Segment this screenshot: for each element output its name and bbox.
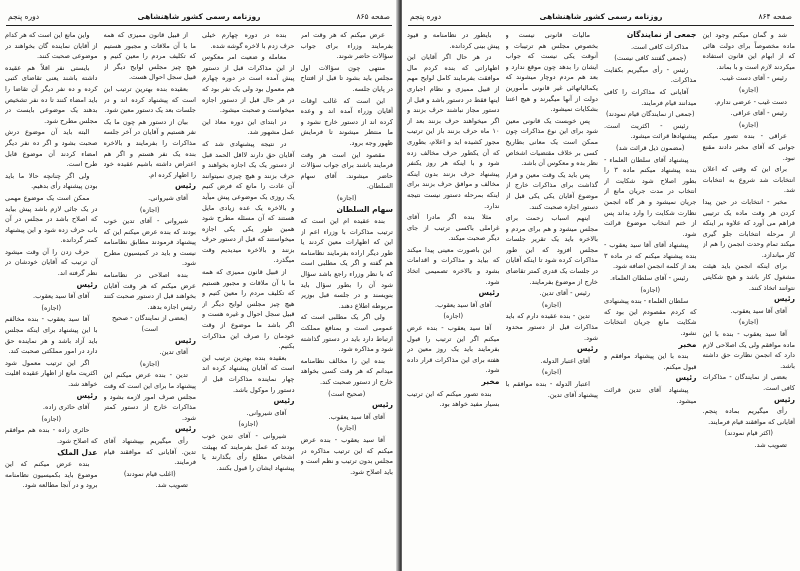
period-label: دوره پنجم [410,12,442,21]
paragraph: ولی اگر چنانچه حالا ما باید بودن پیشنهاد رأی بدهیم. [5,171,98,191]
parenthetical-note: (اجازه) [336,424,357,433]
paragraph: در ابتدای این دوره معاذ این عمل مشهور شد. [202,117,295,137]
parenthetical-note: (اجازه) [41,303,62,312]
paragraph: بنده عقیده ام این است که ترتیب مذاکرات با وزراء اعم از این که اظهارات معین کردند یا طور دیگر اراده بفرمایند نظامنامه هم گفته و اگر یک مطلبی است که با نظر وزراء راجع باشد سؤال شود آن را بطور سؤال باید بنویسند و در جلسه قبل بوزیر مربوطه اطلاع دهند. [300,217,393,310]
speaker-heading: جمعی از نمایندگان [626,30,697,39]
parenthetical-note: (صحیح است) [328,389,366,398]
text-column [5,30,98,567]
parenthetical-note: (اجازه) [238,420,259,429]
parenthetical-note: (جمعی از نمایندگان قیام نمودند) [605,110,695,119]
page-number: صفحه ۸۶۵ [356,12,390,21]
parenthetical-note: (اجازه) [541,368,562,377]
paragraph: آقا سید یعقوب - بنده عرض میکنم که این ترتیب مذاکره در مجلس بدون ترتیب و نظم است و باید اصلاح شود. [300,435,393,476]
parenthetical-note: (اجازه) [738,318,759,327]
paragraph: پیشنهاد آقای تدین قرائت میشود. [604,386,697,405]
left-page [0,0,398,571]
text-column [506,30,599,567]
text-column [104,30,197,567]
paragraph: مالیات قانونی نیست و بخصوص مجلس هم ترتیبات و آنوقت یکی نیست که جواب ایشان را بدهد چون موقع ندارد و بعد هم مردم دوچار میشوند که یکمالیاتهائی غیر قانونی مأمورین دولت از آنها میگیرند و هیچ اعتنا بشکایات نمیشود. [505,31,598,114]
newspaper-title: روزنامه رسمی کشور شاهنشاهی [137,12,261,21]
paragraph: رئیس - آقای عراقی. [730,109,787,118]
parenthetical-note: (مضمون ذیل قرائت شد) [616,143,685,152]
paragraph: اگر این ترتیب معمول شود اکثریت مانع از اظهار عقیده اقلیت خواهد شد. [5,358,98,388]
paragraph: آقا سید یعقوب - بنده با این ماده موافقم ولی یک اصلاحی لازم دارد که انجمن نظارت حق داشته باشد. [702,330,795,370]
paragraph: برای این که وقتی که اعلان انتخابات شد شروع به انتخابات شد. [702,165,795,195]
speaker-heading: رئیس [576,344,598,354]
paragraph: شیروانی - آقای تدین خوب بودند که بنده عرض میکنم این که پیشنهاد فرمودند مطابق نظامنامه نیست و باید در کمیسیون مطرح شود. [103,217,196,268]
paragraph: تدین - بنده عقیده دارم که باید مذاکرات قبل از دستور محدود شود. [505,312,598,342]
paragraph: بعضی از نمایندگان - مذاکرات کافی است. [702,373,795,392]
parenthetical-note: (اکثر قیام نمودند) [724,429,773,438]
paragraph: در نتیجه پیشنهادی شد که آقایان حق دارند لااقل الحمد قبل از دستور یک یک اجازه بخواهند و حرف بزنند و هیچ چیزی نمیتوانند آن عادت را مانع که فرض کنیم یک روزی یک موضوعی پیش میآید و بالاخره یک عده زیادی مایل هستند که آن مسئله مطرح شود همین طور یکی یکی اجازه میخواستند که قبل از دستور حرف بزنند و بالاخره میدیدیم وقت میگذرد. [202,139,295,265]
paragraph: حائری زاده - بنده هم موافقم که اصلاح شود. [5,426,98,445]
paragraph: پس خوبست یک قانونی معین شود برای این نوع مذاکرات چون ممکن است یک معانی بطاریخ کسی بر خلاف مقتضیات اشخاص نظر بده و معکوس آن باشد. [505,116,598,168]
speaker-heading: عدل الملک [57,447,98,457]
paragraph: در هر حال اگر آقایان این اظهاراتی که بنده کردم مال موافقت بفرمایند کامل لوایح مهم از قبیل ممیزی و نظام اجباری اینها فقط در دستور باشد و قبل از دستور مجاز نباشند حرف بزنند و اگر میخواهند حرف بزنند بعد از ۱۰ ماه حرف بزنند باز این ترتیب مجوز کشیده اید و اعلام، بطوری که آن یکطور حرف مخالف زده شود و با اینکه هر روز یکنفر پیشنهاد حرف بزنند بدون اینکه مخالف و موافق حرف بزنند برای اینکه بمرحله دستور نیست نتیجه ندارد. [407,53,500,210]
paragraph: پس باید یک وقت معین و قرار گذاشت برای مذاکرات خارج از موضوع آقایان یکی یکی قبل از دستور اجازه صحبت کنند. [505,170,598,211]
parenthetical-note: (اجازه) [738,120,759,129]
right-page-header [408,9,794,26]
text-column [604,30,697,567]
parenthetical-note: (اغلب قیام نمودند) [123,469,176,478]
paragraph: آقای حائری زاده. [42,403,90,412]
left-page-columns [5,30,393,567]
paragraph: رأی میگیریم بماده پنجم. آقایانی که موافقند قیام فرمایند. [702,407,795,426]
paragraph: رئیس - آقای تدین. [539,289,590,298]
paragraph: سلطان العلماء - بنده پیشنهادی که کردم مقصودم این بود که شکایت مانع جریان انتخابات نشود. [604,297,697,338]
paragraph: آقای آقا سید یعقوب. [33,292,90,301]
right-page-columns [407,30,795,567]
text-column [703,30,796,567]
speaker-heading: رئیس [76,390,98,400]
left-page-header [6,9,392,26]
paragraph: پیشنهاد آقای آقا سید یعقوب - بنده پیشنهاد میکنم که در ماده ۳ بعد از کلمه انجمن اضافه شود. [604,241,697,271]
paragraph: آقا سید یعقوب - بنده مخالفم با این پیشنهاد برای اینکه مجلس باید آزاد باشد و هر نماینده حق دارد در امور مملکتی صحبت کند. [5,315,98,356]
paragraph: شد و گمان میکنم وجود این ماده مخصوصاً برای دولت هائی که از ابهام این قانون استفاده میکردند لازم است و با بماند. [702,31,795,71]
parenthetical-note: (اجازه) [541,300,562,309]
paragraph: بعقیده بنده بهترین ترتیب این است که پیشنهاد کرده اند و در جلسات بعد یک دستور معین شود. [103,84,196,115]
paragraph: مذاکرات کافی است. [630,42,689,51]
speaker-heading: رئیس [371,400,393,410]
paragraph: ممکن است یک موضوع مهمی در یک جائی لازم باشد پیش بیاید که اصلاح باشد در مجلس در آن باب حرف زده شود و این پیشنهاد کمتر گردانده. [5,193,98,245]
period-label: دوره پنجم [8,12,40,21]
parenthetical-note: (اجازه) [640,285,661,294]
paragraph: عرض میکنم که هر وقت امر بفرمایند وزراء برای جواب سؤالات حاضر شوند. [300,31,393,61]
paragraph: ولی اگر یک مطلبی است که عمومی است و بمنافع مملکت ارتباط دارد باید در دستور گذاشته شود و مذاکره شود. [300,313,393,354]
text-column [407,30,500,567]
paragraph: پیشنهاد آقای سلطان العلماء - بنده پیشنهاد میکنم ماده ۳ را بطور اصلاح شود شکایت از انتخاب در مدت جریان مانع از جریان نمیشود و هر گاه انجمن نظارت شکایت را وارد بداند پس از ختم انتخاب موضوع قرائت شود. [604,155,697,238]
paragraph: آقای اعتبار الدوله. [540,356,590,365]
paragraph: آقا سید یعقوب - بنده عرض میکنم اگر این ترتیب را قبول بفرمایند باید یک روز معین در هفته برای این مذاکرات قرار داده شود. [407,324,500,375]
parenthetical-note: (بعضی از نمایندگان - صحیح است) [111,314,188,334]
right-page [402,0,800,571]
paragraph: اینهم اسباب زحمت برای مجلس میشود و هم برای مردم و بالاخره باید یک تقریر جلسات مجلس افزود که این طور مذاکرات کرده شود تا اینکه آقایان در جلسات یک قدری کمتر تقاضای خارج از موضوع بفرمایند. [505,214,598,286]
speaker-heading: مخبر [678,339,697,349]
newspaper-title: روزنامه رسمی کشور شاهنشاهی [539,12,663,21]
paragraph: بایستی نفر اقلاً هم عقیده داشته باشند یعنی تقاضای کتبی کرده و ده نفر دیگر آن تقاضا را باید امضاء کنند تا ده نفر تشخیص بدهند یک موضوعی بایست در مجلس مطرح شود. [5,63,98,125]
paragraph: اعتبار الدوله - بنده موافقم با پیشنهاد آقای تدین. [505,380,598,399]
paragraph: عراقی - بنده تصور میکنم جوابی که آقای مخبر دادند مقنع نبود. [702,132,795,162]
speaker-heading: رئیس [773,394,795,404]
speaker-heading: رئیس [76,279,98,289]
paragraph: آقای تدین. [159,348,188,357]
paragraph: بنده این را مخالف نظامنامه میدانم که هر وقت کسی بخواهد خارج از دستور صحبت کند. [300,356,393,386]
paragraph: آقای آقا سید یعقوب. [730,306,787,315]
paragraph: رأی میگیریم بپیشنهاد آقای تدین. آقایانی که موافقند قیام فرمایند. [103,436,196,467]
paragraph: مثلا بنده اگر مادرا آقای غراملی باکسی ترتیب از جای دیگر صحبت میکند. [407,213,500,243]
parenthetical-note: (اجازه) [443,312,464,321]
paragraph: واین مانع این است که هر کدام از آقایان نماینده گان بخواهند در موضوعی صحبت کنند. [5,31,98,61]
paragraph: البته باید آن موضوع درش صحبت بشود و اگر ده نفر دیگر امضاء کردند آن موضوع قابل طرح است. [5,128,98,169]
speaker-heading: مخبر [481,377,500,386]
paragraph: مخبر - انتخابات در حین پیدا کردن هر وقت ماده یک ترتیبی فراهم می آورد که علاوه بر اینکه از مرحله انتخابات جلو گیری میکند تمام وحدت انجمن را هم از کار میاندازد. [702,197,795,259]
parenthetical-note: (اجازه) [139,359,160,368]
paragraph: آقایانی که مذاکرات را کافی میدانند قیام فرمایند. [604,87,697,107]
paragraph: از قبیل قانون ممیزی که همه ما با آن ملاقات و مجبور هستیم که تکلیف مردم را معین کنیم و هیچ چیز مجلس لوایح دیگر از قبیل سجل احوال هست. [103,31,196,82]
speaker-heading: رئیس [273,396,295,406]
paragraph: دست غیب - عرضی ندارم. [714,97,787,106]
paragraph: آقای شیروانی. [246,408,287,417]
speaker-heading: رئیس [773,294,795,304]
paragraph: مقصود این است هر وقت فرمایند باشند برای جواب سؤالات حاضر میشوند. آقای سهام السلطان. [300,150,393,191]
paragraph: این است که غالب اوقات آقایان وزراء آمده اند و وعده کرده اند از دستور خارج نشود و ما منتظر میشوند تا فرمایش ظهور وجه برود. [300,96,393,147]
speaker-heading: سهام السلطان [336,204,393,214]
paragraph: تصویب شد. [754,440,787,449]
paragraph: برای اینکه انجمن باید هیئت مشغول کار باشد و هیچ شکایتی نتوانند اتخاذ کنند. [702,262,795,292]
paragraph: بنده عرض میکنم که این موضوع باید بکمیسیون نظامنامه برود و در آنجا مطالعه شود. [5,460,98,490]
speaker-heading: رئیس [174,424,196,434]
paragraph: بعقیده بنده بهترین ترتیب این است که آقایان پیشنهاد کرده اند چهار نماینده مذاکرات قبل از دستور را موکول باشد. [202,353,295,394]
page-number: صفحه ۸۶۴ [758,12,792,21]
paragraph: بایطور در نظامنامه و قیود پیش بینی کردانده. [407,31,500,50]
paragraph: از قبیل قانون ممیزی که همه ما با آن ملاقات و مجبور هستیم که تکلیف مردم را معین کنیم و هیچ چیز مجلس لوایح دیگر از قبیل سجل احوال و غیره هست و اگر باشد ما موضوع از وقت خودمان را صرف این مذاکرات بکنیم. [202,268,295,351]
paragraph: حرف زدن را آن وقت میشود آن ترتیب که آقایان خودشان در نظر گرفته اند. [5,247,98,278]
paragraph: تصویب شد. [155,481,188,490]
parenthetical-note: (اجازه) [139,205,160,214]
paragraph: رئیس - آقای دست غیب. [719,74,787,83]
parenthetical-note: (اجازه) [336,193,357,202]
paragraph: بیان از دستور هم چون ما یک نفر هستیم و آقایان در آخر جلسه مذاکرات را بفرمایند و بالاخره بنده یک نفر هستم و اگر هم اعتراض داشته باشیم عقیده خود را اظهار کرده ام. [103,117,196,179]
paragraph: شیروانی - آقای تدین خوب بودند که عمل بفرمایند که بهیئت اشخاص مطلع رأی بگذارند یا پیشنهاد ایشان را قبول بکنند. [202,431,295,472]
paragraph: بنده در دوره چهارم خیلی حرف زدم با لاخره گوشه شده. [202,31,295,50]
parenthetical-note: (اجازه) [738,85,759,94]
parenthetical-note: (اجازه) [41,414,62,423]
paragraph: آقای شیروانی. [148,193,188,202]
paragraph: رئیس - آقای سلطان العلماء. [609,274,689,283]
paragraph: بنده اصلاحی در نظامنامه عرض میکنم که هر وقت آقایان بخواهند قبل از دستور صحبت کنند رئیس اجازه بدهد. [103,271,196,311]
paragraph: منتهی چون سؤالات اول مجلس باید بشود تا قبل از افتتاح در پایان جلسه. [300,63,393,93]
speaker-heading: رئیس [478,288,500,298]
paragraph: بنده تصور میکنم که این ترتیب بسیار مفید خواهد بود. [407,389,500,409]
paragraph: آقای آقا سید یعقوب. [328,412,385,421]
paragraph: معامله و ضعیت امر معکوس از این مذاکرات قبل از دستور پیش آمده است در دوره چهارم هم معمول بود ولی یک نفر بود که در هر حال قبل از دستور اجازه میخواست و صحبت میشود. [202,53,295,115]
text-column [301,30,394,567]
speaker-heading: رئیس [174,181,196,191]
speaker-heading: رئیس [174,335,196,345]
paragraph: این باصورت معینی پیدا میکند که بیاید و مذاکرات و اقدامات بشود و بالاخره تصمیمی اتخاذ شود. [407,245,500,286]
paragraph: رئیس - اکثریت است. پیشنهادها قرائت میشود. [604,121,697,141]
text-column [202,30,295,567]
paragraph: رئیس - رأی میگیریم بکفایت مذاکرات. [604,65,697,85]
paragraph: بنده با این پیشنهاد موافقم و قبول میکنم. [604,352,697,371]
paragraph: تدین - بنده عرض میکنم این پیشنهاد ما برای این است که وقت مجلس صرف امور لازمه بشود و مذاکرات خارج از دستور کمتر شود. [103,371,196,422]
speaker-heading: رئیس [675,373,697,383]
paragraph: آقای آقا سید یعقوب. [435,300,492,309]
parenthetical-note: (جمعی گفتند کافی نیست) [614,54,687,63]
